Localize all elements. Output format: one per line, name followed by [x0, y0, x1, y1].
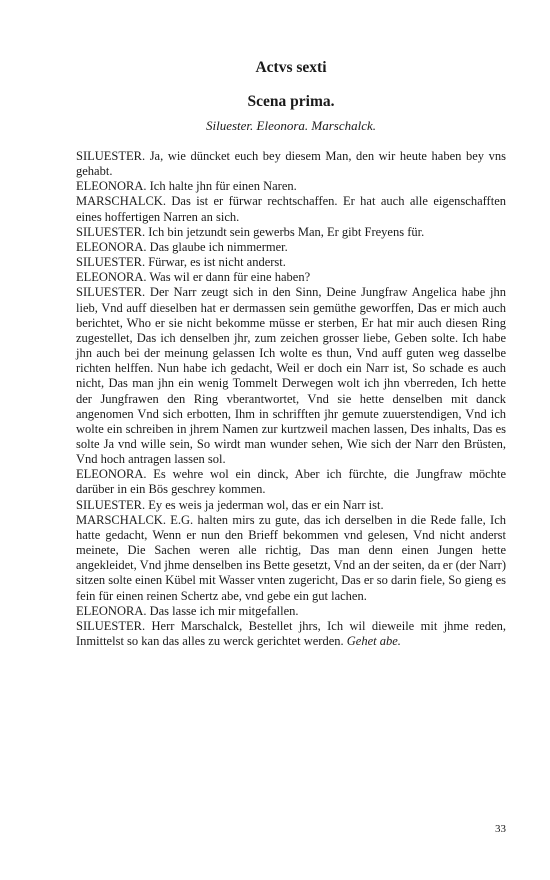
- spoken-text: Das ist er fürwar rechtschaffen. Er hat auch alle eigenschafften eines hoffertigen Narren an sich.: [76, 194, 506, 224]
- speaker-name: ELEONORA.: [76, 603, 147, 618]
- spoken-text: E.G. halten mirs zu gute, das ich derselben in die Rede falle, Ich hatte gedacht, Wenn er nun den Brieff bekommen vnd gelesen, Vnd nicht anderst meinete, Die Sachen weren alle richtig, Das man denn einen Jungen hette angekleidet, Vnd jhme denselben ins Bette gesetzt, Vnd an der seiten, da er (der Narr) sitzen solte einen Kübel mit Wasser vnten zugericht, Das er so darin fiele, So gieng es fein für einen reinen Schertz abe, vnd gebe ein gut lachen.: [76, 512, 506, 603]
- speaker-name: ELEONORA.: [76, 239, 147, 254]
- speaker-name: SILUESTER.: [76, 149, 146, 163]
- speaker-name: SILUESTER.: [76, 618, 146, 633]
- speaker-name: SILUESTER.: [76, 224, 146, 239]
- spoken-text: Was wil er dann für eine haben?: [146, 270, 311, 285]
- speaker-name: MARSCHALCK.: [76, 512, 166, 527]
- dialogue-line: [76, 194, 506, 224]
- dialogue-line: [76, 225, 506, 240]
- spoken-text: Das glaube ich nimmermer.: [146, 239, 288, 254]
- spoken-text: Ich halte jhn für einen Naren.: [146, 179, 297, 194]
- spoken-text: Ich bin jetzundt sein gewerbs Man, Er gibt Freyens für.: [145, 224, 425, 239]
- dialogue-line: [76, 179, 506, 194]
- dialogue-line: [76, 604, 506, 619]
- speaker-name: SILUESTER.: [76, 497, 146, 512]
- speaker-name: SILUESTER.: [76, 285, 146, 300]
- cast-list: Siluester. Eleonora. Marschalck.: [205, 118, 377, 133]
- act-title: Actvs sexti: [255, 59, 327, 76]
- spoken-text: Herr Marschalck, Bestellet jhrs, Ich wil dieweile mit jhme reden, Inmittelst so kan das alles zu werck gerichtet werden.: [76, 618, 506, 648]
- spoken-text: Der Narr zeugt sich in den Sinn, Deine Jungfraw Angelica habe jhn lieb, Vnd auff dieselben hat er dermassen sein gemüthe geworffen, Das er mich auch berichtet, Who er sie nicht bekomme müsse er sterben, Er hat mir auch diesen Ring zugestellet, Das ich denselben jhr, zum zeichen grosser liebe, Geben solte. Ich habe jhn auch bei der meinung gelassen Ich wolte es thun, Vnd auff guten weg dasselbe richten helffen. Nun habe ich gedacht, Weil er doch ein Narr ist, So schade es auch nicht, Das man jhn ein wenig Tommelt Derwegen wolt ich jhn vberreden, Ich hette der Jungfrawen den Ring vberantwortet, Vnd sie hette denselben mit danck angenomen Vnd sich erbotten, Ihm in schrifften jhr gemute zuuerstendigen, Vnd ich wolte ein schreiben in jhrem Namen zur kurtzweil machen lassen, Des inhalts, Das es solte Ja vnd wille sein, So wirdt man wunder sehen, Wie sich der Narr den Brüsten, Vnd hoch antragen lassen sol.: [76, 285, 506, 467]
- dialogue-line: [76, 270, 506, 285]
- dialogue-line: [76, 513, 506, 604]
- dialogue-line: [76, 467, 506, 497]
- scene-title: Scena prima.: [247, 93, 335, 110]
- spoken-text: Fürwar, es ist nicht anderst.: [145, 255, 286, 270]
- dialogue-line: [76, 240, 506, 255]
- speaker-name: MARSCHALCK.: [76, 194, 166, 209]
- dialogue-line: [76, 285, 506, 467]
- spoken-text: Ey es weis ja jederman wol, das er ein Narr ist.: [145, 497, 384, 512]
- dialogue-line: [76, 619, 506, 649]
- dialogue-text: [76, 149, 506, 649]
- speaker-name: SILUESTER.: [76, 255, 146, 270]
- spoken-text: Ja, wie düncket euch bey diesem Man, den wir heute haben bey vns gehabt.: [76, 149, 506, 179]
- page-content: [76, 58, 506, 649]
- spoken-text: Es wehre wol ein dinck, Aber ich fürchte, die Jungfraw möchte darüber in ein Bös geschrey kommen.: [76, 467, 506, 497]
- speaker-name: ELEONORA.: [76, 270, 147, 285]
- speaker-name: ELEONORA.: [76, 467, 147, 482]
- stage-direction: Gehet abe.: [346, 634, 401, 648]
- dialogue-line: [76, 498, 506, 513]
- dialogue-line: [76, 255, 506, 270]
- dialogue-line: [76, 149, 506, 179]
- speaker-name: ELEONORA.: [76, 179, 147, 194]
- spoken-text: Das lasse ich mir mitgefallen.: [146, 603, 299, 618]
- page-number: 33: [495, 823, 506, 835]
